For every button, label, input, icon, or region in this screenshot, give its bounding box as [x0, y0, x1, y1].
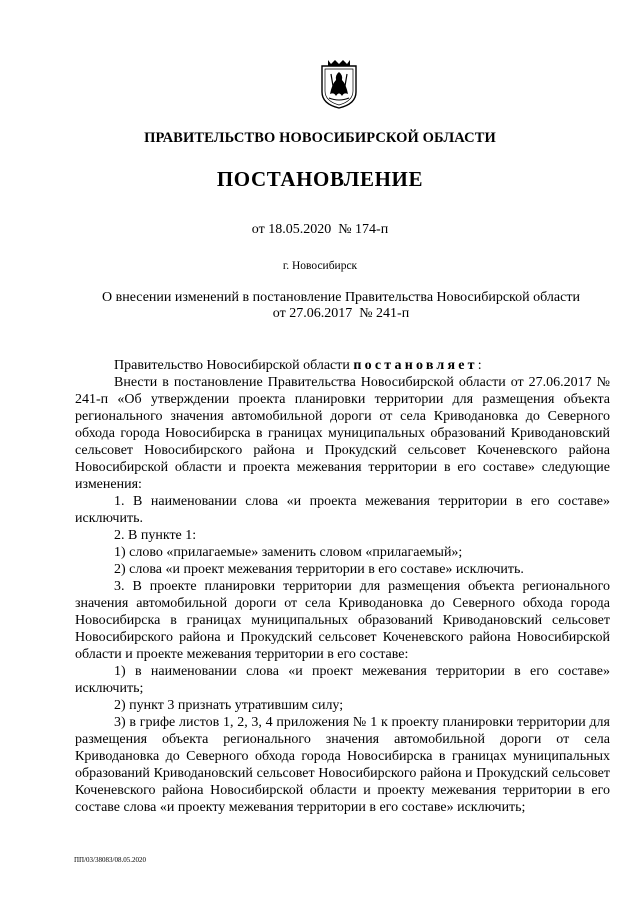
subject-line-2: от 27.06.2017 № 241-п — [272, 306, 410, 321]
preamble — [75, 357, 610, 374]
body-paragraph: 1. В наименовании слова «и проекта межевания территории в его составе» исключить. — [75, 494, 610, 526]
document-code: ПП/03/38083/08.05.2020 — [74, 856, 146, 864]
preamble-text: Правительство Новосибирской области — [114, 358, 354, 373]
body-paragraph: 2) слова «и проект межевания территории в его составе» исключить. — [114, 562, 524, 577]
document-type-title: ПОСТАНОВЛЕНИЕ — [216, 167, 424, 191]
body-paragraph: 1) слово «прилагаемые» заменить словом «прилагаемый»; — [114, 545, 463, 560]
document-body — [75, 357, 610, 816]
document-date-number: от 18.05.2020 № 174-п — [251, 222, 389, 237]
body-paragraph: 3. В проекте планировки территории для размещения объекта регионального значения автомобильной дороги от села Криводановка до Северного обхода города Новосибирска в границах муниципальных образований Криводановский сельсовет Новосибирского района и Прокудский сельсовет Коченевского района Новосибирской области и проекте межевания территории в его составе: — [75, 579, 610, 662]
preamble-colon: : — [477, 358, 482, 373]
city-name: г. Новосибирск — [282, 260, 358, 272]
document-subject — [78, 290, 604, 322]
body-paragraph: 3) в грифе листов 1, 2, 3, 4 приложения № 1 к проекту планировки территории для размещения объекта регионального значения автомобильной дороги от села Криводановка до Северного обхода города Новосибирска в границах муниципальных образований Криводановский сельсовет Новосибирского района и Прокудский сельсовет Коченевского района Новосибирской области и проекту межевания территории в его составе слова «и проекту межевания территории в его составе» исключить; — [75, 715, 610, 815]
org-name: ПРАВИТЕЛЬСТВО НОВОСИБИРСКОЙ ОБЛАСТИ — [144, 130, 496, 146]
body-paragraph: 2) пункт 3 признать утратившим силу; — [114, 698, 344, 713]
body-paragraph: Внести в постановление Правительства Новосибирской области от 27.06.2017 № 241-п «Об утверждении проекта планировки территории для размещения объекта регионального значения автомобильной дороги от села Криводановка до Северного обхода города Новосибирска в границах муниципальных образований Криводановский сельсовет Новосибирского района и Прокудский сельсовет Коченевского района Новосибирской области и проекта межевания территории в его составе» следующие изменения: — [75, 375, 610, 492]
resolves-word: постановляет — [353, 358, 478, 373]
body-paragraph: 2. В пункте 1: — [114, 528, 197, 543]
subject-line-1: О внесении изменений в постановление Правительства Новосибирской области — [102, 290, 580, 305]
coat-of-arms-icon — [318, 58, 360, 110]
body-paragraph: 1) в наименовании слова «и проект межевания территории в его составе» исключить; — [75, 664, 610, 696]
